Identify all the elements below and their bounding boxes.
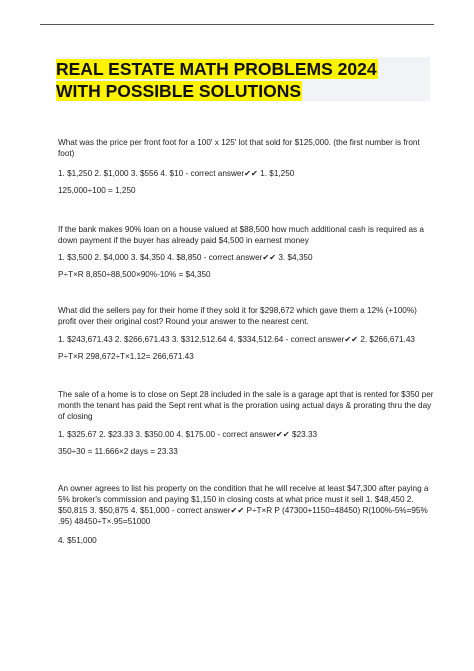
answer-1: 1. $1,250 2. $1,000 3. $556 4. $10 - correct answer✔✔ 1. $1,250 — [58, 169, 295, 178]
question-3: What did the sellers pay for their home if they sold it for $298,672 which gave them a 12% (+100%) profit over their original cost? Round your answer to the nearest cent. — [58, 306, 417, 326]
answer-3: 1. $243,671.43 2. $266,671.43 3. $312,512.64 4. $334,512.64 - correct answer✔✔ 2. $266,671.43 — [58, 335, 415, 344]
title-highlight-1: REAL ESTATE MATH PROBLEMS 2024 — [56, 59, 377, 79]
work-1: 125,000÷100 = 1,250 — [58, 186, 136, 195]
question-1: What was the price per front foot for a 100' x 125' lot that sold for $125,000. (the first number is front foot) — [58, 138, 420, 158]
question-5: An owner agrees to list his property on the condition that he will receive at least $47,300 after paying a 5% broker's commission and paying $1,150 in closing costs at what price must it sell 1. $48,450 2. $50,815 3. $50,875 4. $51,000 - correct answer✔✔ P÷T×R P (47300+1150=48450) R(100%-5%=95% .95) 48450÷T×.95=51000 — [58, 484, 429, 526]
work-2: P÷T×R 8,850÷88,500×90%-10% = $4,350 — [58, 270, 211, 279]
question-2: If the bank makes 90% loan on a house valued at $88,500 how much additional cash is required as a down payment if the buyer has already paid $4,500 in earnest money — [58, 225, 424, 245]
title-highlight-2: WITH POSSIBLE SOLUTIONS — [56, 81, 302, 101]
answer-2: 1. $3,500 2. $4,000 3. $4,350 4. $8,850 - correct answer✔✔ 3. $4,350 — [58, 253, 313, 262]
top-divider — [40, 24, 434, 25]
question-4: The sale of a home is to close on Sept 28 included in the sale is a garage apt that is rented for $350 per month the tenant has paid the Sept rent what is the proration using actual days & prorating thru the day of closing — [58, 390, 434, 421]
answer-4: 1. $325.67 2. $23.33 3. $350.00 4. $175.00 - correct answer✔✔ $23.33 — [58, 430, 318, 439]
document-title-line-1 — [56, 58, 378, 80]
work-4: 350÷30 = 11.666×2 days = 23.33 — [58, 447, 178, 456]
work-3: P÷T×R 298,672÷T×1.12= 266,671.43 — [58, 352, 194, 361]
document-title-line-2 — [56, 80, 302, 102]
work-5: 4. $51,000 — [58, 536, 97, 545]
